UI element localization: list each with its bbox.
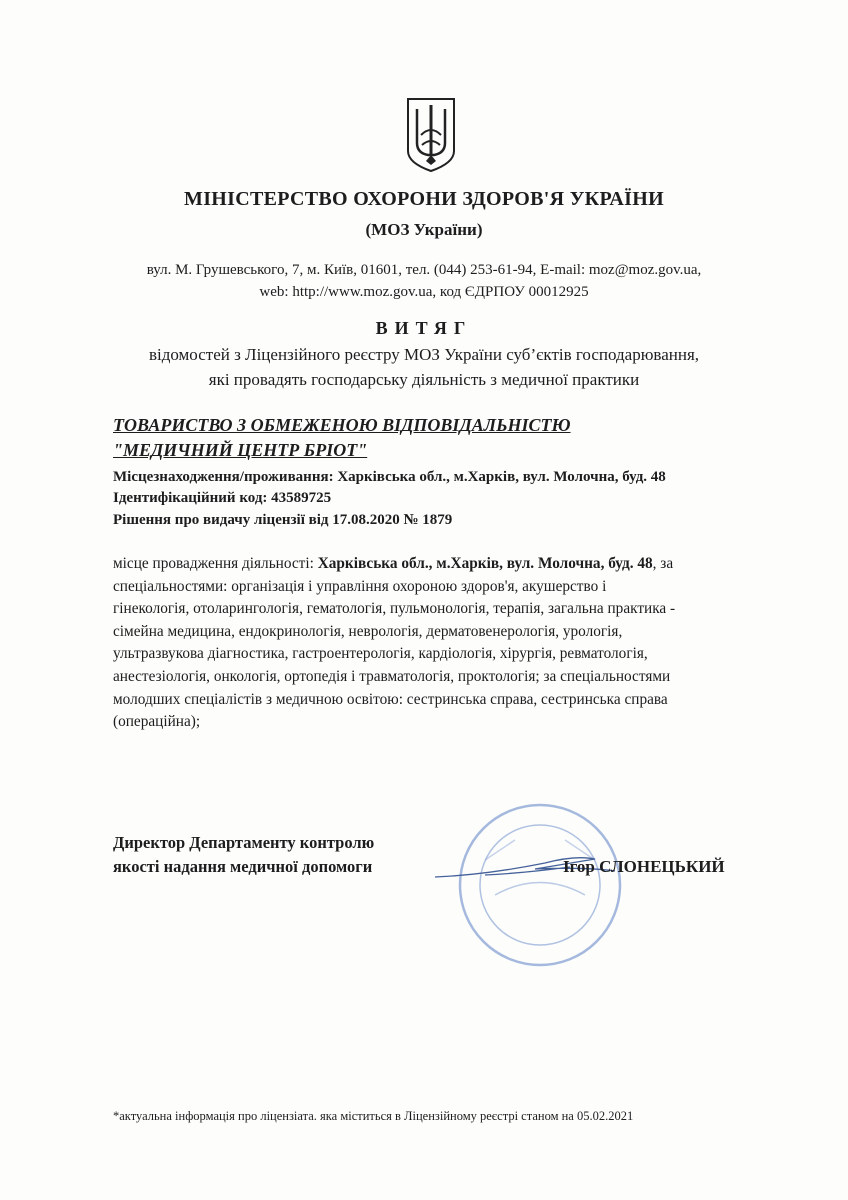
licensee-name-line-2: "МЕДИЧНИЙ ЦЕНТР БРІОТ" (113, 440, 368, 460)
address-line-2: web: http://www.moz.gov.ua, код ЄДРПОУ 00012925 (259, 284, 589, 300)
extract-subtitle-line-2: які провадять господарську діяльність з медичної практики (208, 370, 640, 389)
activity-address: Харківська обл., м.Харків, вул. Молочна, буд. 48 (317, 555, 653, 572)
activity-place-label: місце провадження діяльності: (113, 555, 318, 572)
activity-description (113, 553, 763, 734)
activity-line-1-suffix: , за (652, 555, 674, 572)
signer-name: Ігор СЛОНЕЦЬКИЙ (563, 857, 725, 876)
ministry-short-name: (МОЗ України) (365, 220, 483, 239)
signer-role-line-1: Директор Департаменту контролю (113, 833, 375, 852)
address-line-1: вул. М. Грушевського, 7, м. Київ, 01601, тел. (044) 253-61-94, E-mail: moz@moz.gov.ua, (146, 262, 702, 278)
extract-title: ВИТЯГ (375, 318, 473, 338)
trident-emblem (404, 95, 458, 175)
activity-line-1 (113, 553, 763, 576)
license-decision: Рішення про видачу ліцензії від 17.08.2020 № 1879 (113, 512, 453, 528)
activity-line-4: сімейна медицина, ендокринологія, неврологія, дерматовенерологія, урологія, (113, 622, 623, 640)
licensee-location: Місцезнаходження/проживання: Харківська обл., м.Харків, вул. Молочна, буд. 48 (113, 469, 666, 485)
activity-line-2: спеціальностями: організація і управління охороною здоров'я, акушерство і (113, 577, 607, 595)
activity-line-8: (операційна); (113, 713, 201, 731)
activity-line-6: анестезіологія, онкологія, ортопедія і травматологія, проктологія; за спеціальностями (113, 667, 671, 685)
ministry-name: МІНІСТЕРСТВО ОХОРОНИ ЗДОРОВ'Я УКРАЇНИ (184, 188, 664, 210)
extract-subtitle-line-1: відомостей з Ліцензійного реєстру МОЗ України суб’єктів господарювання, (148, 345, 700, 364)
footnote: *актуальна інформація про ліцензіата. яка міститься в Ліцензійному реєстрі станом на 05.02.2021 (113, 1109, 634, 1123)
activity-line-7: молодших спеціалістів з медичною освітою: сестринська справа, сестринська справа (113, 690, 668, 708)
licensee-id-code: Ідентифікаційний код: 43589725 (113, 490, 332, 506)
activity-line-3: гінекологія, отоларингологія, гематологія, пульмонологія, терапія, загальна практика - (113, 600, 676, 618)
signer-role-line-2: якості надання медичної допомоги (113, 857, 373, 876)
activity-line-5: ультразвукова діагностика, гастроентерологія, кардіологія, хірургія, ревматологія, (113, 645, 648, 663)
licensee-name-line-1: ТОВАРИСТВО З ОБМЕЖЕНОЮ ВІДПОВІДАЛЬНІСТЮ (113, 415, 571, 435)
